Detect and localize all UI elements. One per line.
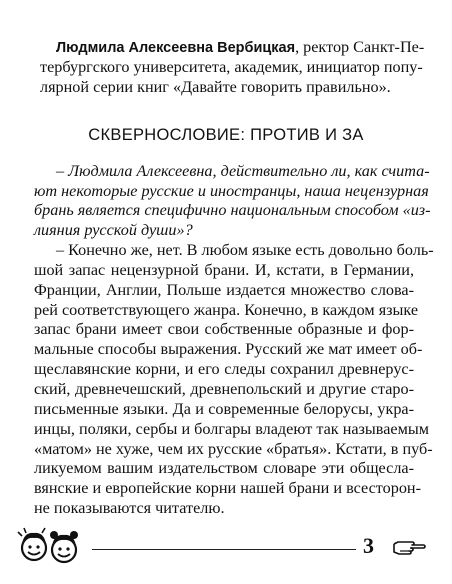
answer-line-3: Франции, Англии, Польше издается множество слова-: [34, 281, 414, 299]
answer-line-4: рей соответствующего жанра. Конечно, в каждом языке: [34, 301, 419, 319]
answer-line-11: «матом» не хуже, чем их русские «братья». Кстати, в пуб-: [34, 440, 433, 458]
question-line-2: ют некоторые русские и иностранцы, наша нецензурная: [34, 182, 429, 200]
answer-line-6: мальные способы выражения. Русский же мат имеет об-: [34, 340, 423, 358]
answer-line-13: вянские и европейские корни нашей брани и всесторон-: [34, 479, 421, 497]
answer-line-9: письменные языки. Да и современные белорусы, укра-: [34, 400, 414, 418]
author-name: Людмила Алексеевна Вербицкая: [56, 40, 296, 56]
answer-line-10: инцы, поляки, сербы и болгары владеют так называемым: [34, 420, 429, 438]
answer-line-5: запас брани имеет свои собственные образные и фор-: [34, 320, 414, 338]
answer-line-7: щеславянские корни, и его следы сохранил древнерус-: [34, 360, 414, 378]
page-number: 3: [363, 533, 374, 558]
answer-line-12: ликуемом вашим издательством словаре эти общесла-: [34, 459, 414, 477]
answer-line-2: шой запас нецензурной брани. И, кстати, в Германии,: [34, 261, 414, 279]
answer-line-14: не показываются читателю.: [34, 499, 225, 517]
answer-line-1: – Конечно же, нет. В любом языке есть довольно боль-: [56, 241, 434, 259]
question-line-4: лияния русской души»?: [34, 221, 193, 239]
footer-rule: [92, 549, 356, 550]
question-line-1: – Людмила Алексеевна, действительно ли, как счита-: [56, 162, 430, 180]
two-faces-icon: [14, 524, 86, 564]
question-line-3: брань является специфично национальным способом «из-: [34, 201, 431, 219]
answer-line-8: ский, древнечешский, древнепольский и другие старо-: [34, 380, 414, 398]
intro-line-1: [56, 38, 425, 57]
intro-line-3: лярной серии книг «Давайте говорить правильно».: [40, 78, 391, 96]
section-heading: СКВЕРНОСЛОВИЕ: ПРОТИВ И ЗА: [88, 126, 364, 144]
pointing-hand-icon: [392, 538, 426, 556]
intro-line-2: тербургского университета, академик, инициатор попу-: [40, 58, 423, 76]
intro-text-1: , ректор Санкт-Пе-: [295, 38, 425, 56]
